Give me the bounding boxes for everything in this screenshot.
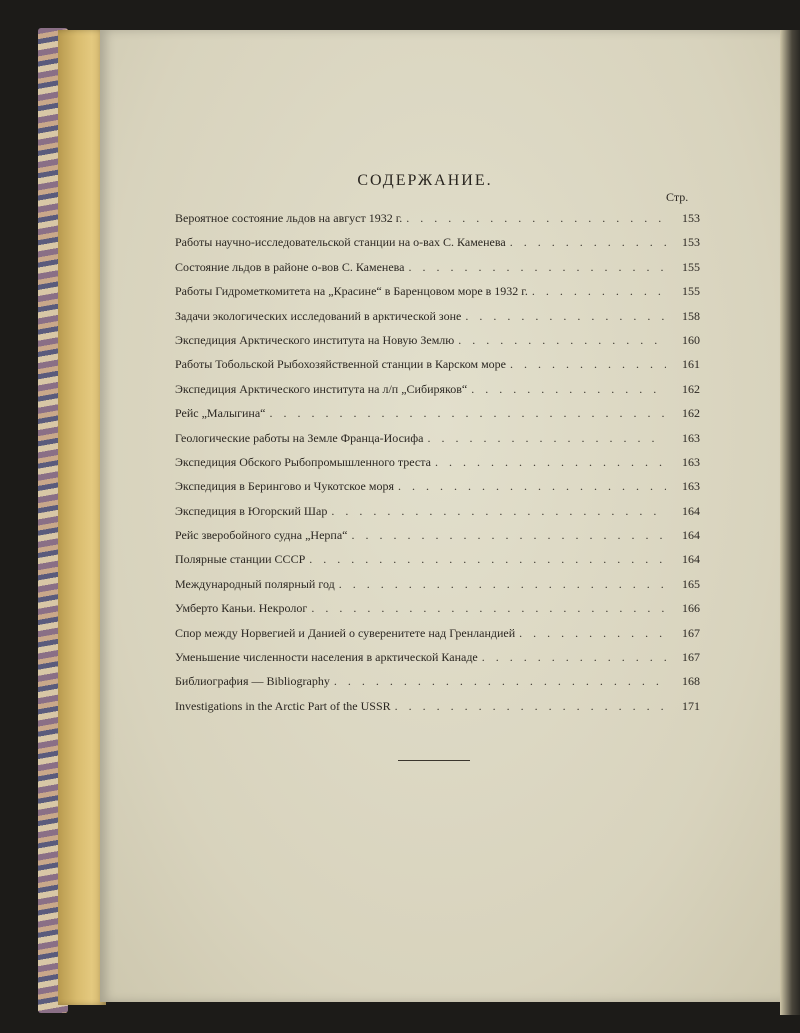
dot-leader xyxy=(458,333,666,348)
dot-leader xyxy=(351,528,666,543)
toc-entry xyxy=(175,528,700,552)
toc-entry-page: 153 xyxy=(682,235,700,250)
toc-entry-title: Рейс зверобойного судна „Нерпа“ xyxy=(175,528,348,543)
toc-entry xyxy=(175,626,700,650)
toc-entry-page: 165 xyxy=(682,576,700,591)
dot-leader xyxy=(482,650,666,665)
page-column-label: Стр. xyxy=(666,190,689,204)
dot-leader xyxy=(339,577,666,592)
toc-entry-page: 171 xyxy=(682,698,700,713)
toc-entry-title: Работы Гидрометкомитета на „Красине“ в Баренцовом море в 1932 г. xyxy=(175,284,528,299)
toc-entry xyxy=(175,211,700,235)
toc-entry-title: Экспедиция Арктического института на л/п „Сибиряков“ xyxy=(175,381,468,396)
toc-entry-page: 163 xyxy=(682,430,700,445)
toc-entry xyxy=(175,333,700,357)
toc-entry xyxy=(175,504,700,528)
toc-entry-title: Рейс „Малыгина“ xyxy=(175,406,266,421)
toc-entry-page: 166 xyxy=(682,601,700,616)
dot-leader xyxy=(519,626,666,641)
toc-entry-title: Спор между Норвегией и Данией о суверенитете над Гренландией xyxy=(175,625,516,640)
toc-entry-title: Задачи экологических исследований в арктической зоне xyxy=(175,308,462,323)
toc-entry xyxy=(175,406,700,430)
toc-entry-title: Экспедиция Обского Рыбопромышленного треста xyxy=(175,454,431,469)
dot-leader xyxy=(334,674,666,689)
toc-entry xyxy=(175,357,700,381)
toc-entry-page: 162 xyxy=(682,406,700,421)
toc-entry xyxy=(175,260,700,284)
toc-entry-title: Экспедиция Арктического института на Новую Землю xyxy=(175,332,455,347)
toc-entry-page: 164 xyxy=(682,503,700,518)
toc-entry-page: 161 xyxy=(682,357,700,372)
toc-entry xyxy=(175,577,700,601)
page-edges xyxy=(58,30,106,1005)
dot-leader xyxy=(471,382,666,397)
toc-entry-title: Библиография — Bibliography xyxy=(175,674,330,689)
dot-leader xyxy=(532,284,666,299)
table-of-contents xyxy=(175,211,700,723)
toc-entry-page: 155 xyxy=(682,259,700,274)
toc-entry-title: Работы Тобольской Рыбохозяйственной станции в Карском море xyxy=(175,357,506,372)
dot-leader xyxy=(427,431,666,446)
toc-entry-page: 158 xyxy=(682,308,700,323)
book-cover-edge xyxy=(780,30,800,1015)
toc-entry-page: 168 xyxy=(682,674,700,689)
toc-entry-title: Геологические работы на Земле Франца-Иосифа xyxy=(175,430,424,445)
dot-leader xyxy=(465,309,666,324)
toc-entry xyxy=(175,650,700,674)
toc-entry-title: Умберто Каньи. Некролог xyxy=(175,601,308,616)
toc-entry-page: 153 xyxy=(682,211,700,225)
toc-entry xyxy=(175,235,700,259)
dot-leader xyxy=(435,455,666,470)
closing-rule xyxy=(398,760,470,761)
toc-entry-title: Вероятное состояние льдов на август 1932 г. xyxy=(175,211,403,225)
toc-entry xyxy=(175,552,700,576)
dot-leader xyxy=(309,552,666,567)
toc-entry xyxy=(175,284,700,308)
toc-entry xyxy=(175,479,700,503)
toc-entry-page: 164 xyxy=(682,552,700,567)
toc-entry-title: Работы научно-исследовательской станции на о-вах С. Каменева xyxy=(175,235,506,250)
dot-leader xyxy=(510,235,666,250)
toc-entry-page: 160 xyxy=(682,332,700,347)
toc-entry-page: 167 xyxy=(682,625,700,640)
toc-entry xyxy=(175,431,700,455)
toc-entry-title: Экспедиция в Берингово и Чукотское моря xyxy=(175,479,394,494)
dot-leader xyxy=(510,357,666,372)
dot-leader xyxy=(311,601,666,616)
toc-entry-title: Состояние льдов в районе о-вов С. Каменева xyxy=(175,259,405,274)
toc-entry-page: 162 xyxy=(682,381,700,396)
dot-leader xyxy=(406,211,666,226)
dot-leader xyxy=(331,504,666,519)
dot-leader xyxy=(409,260,667,275)
dot-leader xyxy=(395,699,666,714)
toc-entry-page: 164 xyxy=(682,528,700,543)
toc-entry-title: Уменьшение численности населения в арктической Канаде xyxy=(175,650,478,665)
toc-entry-title: Экспедиция в Югорский Шар xyxy=(175,503,328,518)
toc-entry xyxy=(175,674,700,698)
page-title: СОДЕРЖАНИЕ. xyxy=(357,172,493,189)
toc-entry-title: Полярные станции СССР xyxy=(175,552,306,567)
toc-entry xyxy=(175,699,700,723)
toc-entry xyxy=(175,382,700,406)
toc-entry xyxy=(175,309,700,333)
toc-entry-title: Международный полярный год xyxy=(175,576,335,591)
dot-leader xyxy=(398,479,666,494)
toc-entry-page: 167 xyxy=(682,650,700,665)
toc-entry xyxy=(175,455,700,479)
toc-entry-title: Investigations in the Arctic Part of the USSR xyxy=(175,698,391,713)
dot-leader xyxy=(270,406,667,421)
toc-entry-page: 163 xyxy=(682,479,700,494)
toc-entry xyxy=(175,601,700,625)
toc-entry-page: 155 xyxy=(682,284,700,299)
toc-entry-page: 163 xyxy=(682,454,700,469)
